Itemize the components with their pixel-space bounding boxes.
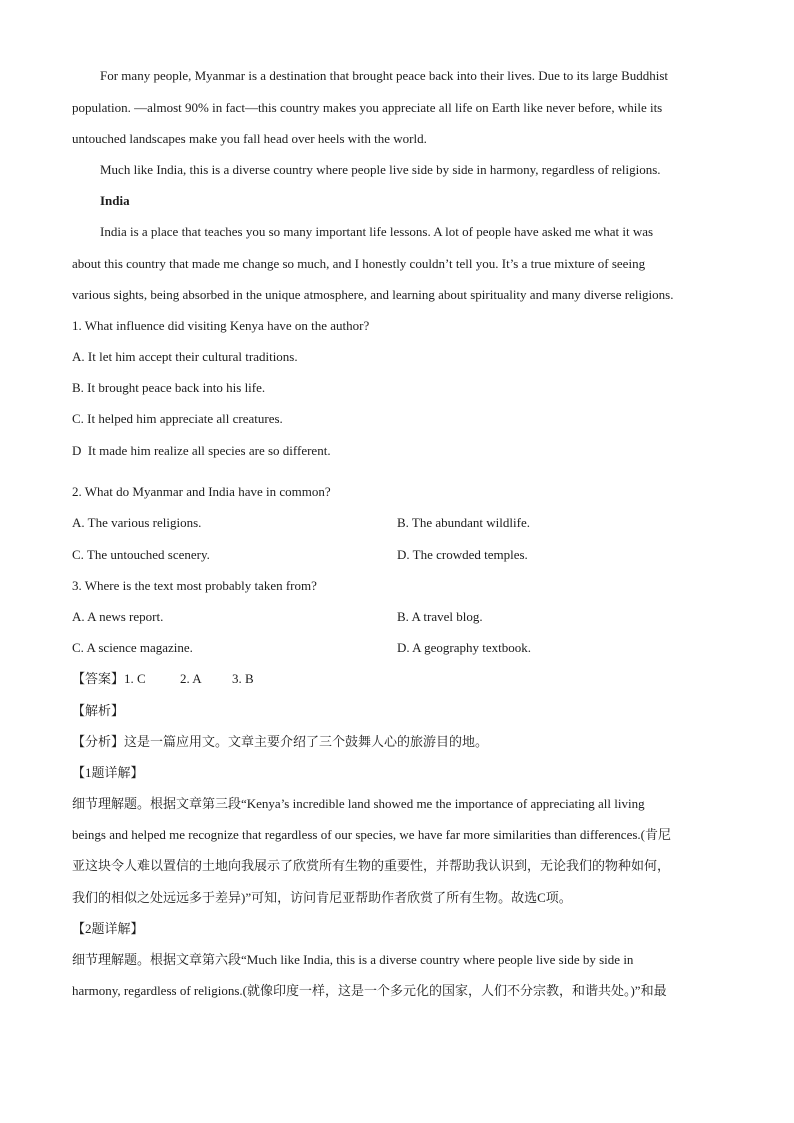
document-page (72, 60, 722, 1006)
answer-item-1: 1. C (124, 671, 146, 687)
question-2-options-row-2 (72, 539, 722, 570)
answer-label: 【答案】 (72, 671, 125, 687)
q2-detail-line-2: harmony, regardless of religions.(就像印度一样，这是一个多元化的国家，人们不分宗教，和谐共处。)”和最 (72, 983, 667, 999)
question-1-option-d: D It made him realize all species are so different. (72, 442, 331, 458)
passage-myanmar-line-2: population. —almost 90% in fact—this country makes you appreciate all life on Earth like never before, while its (72, 99, 663, 115)
question-3-stem: 3. Where is the text most probably taken from? (72, 577, 317, 593)
answer-item-3: 3. B (232, 671, 254, 687)
paragraph-spacer (72, 466, 722, 476)
q1-detail-heading: 【1题详解】 (72, 764, 144, 780)
answer-row (72, 663, 722, 694)
question-2-options-row-1 (72, 507, 722, 538)
analysis-summary: 【分析】这是一篇应用文。文章主要介绍了三个鼓舞人心的旅游目的地。 (72, 733, 489, 749)
answer-1 (72, 663, 146, 694)
question-1-stem: 1. What influence did visiting Kenya have on the author? (72, 317, 370, 333)
question-3-options-row-1 (72, 601, 722, 632)
section-heading-india: India (100, 193, 130, 209)
question-2-option-b: B. The abundant wildlife. (397, 515, 530, 531)
question-2-option-c: C. The untouched scenery. (72, 546, 210, 562)
analysis-label: 【解析】 (72, 702, 125, 718)
answer-item-2: 2. A (180, 671, 202, 687)
q1-detail-line-2: beings and helped me recognize that regardless of our species, we have far more similarities than differences.(肯尼 (72, 827, 671, 843)
question-1-option-c: C. It helped him appreciate all creatures. (72, 411, 283, 427)
q2-detail-line-1: 细节理解题。根据文章第六段“Much like India, this is a diverse country where people live side by side in (72, 952, 634, 968)
question-3-option-c: C. A science magazine. (72, 640, 193, 656)
passage-myanmar-line-1: For many people, Myanmar is a destination that brought peace back into their lives. Due to its large Buddhist (100, 68, 669, 84)
question-1-option-b: B. It brought peace back into his life. (72, 380, 266, 396)
passage-harmony-line: Much like India, this is a diverse country where people live side by side in harmony, regardless of religions. (100, 161, 661, 177)
q1-detail-line-4: 我们的相似之处远远多于差异)”可知，访问肯尼亚帮助作者欣赏了所有生物。故选C项。 (72, 889, 572, 905)
question-3-options-row-2 (72, 632, 722, 663)
passage-india-line-2: about this country that made me change so much, and I honestly couldn’t tell you. It’s a true mixture of seeing (72, 255, 646, 271)
question-3-option-a: A. A news report. (72, 608, 164, 624)
passage-india-line-3: various sights, being absorbed in the unique atmosphere, and learning about spirituality and many diverse religions. (72, 286, 674, 302)
question-2-stem: 2. What do Myanmar and India have in common? (72, 484, 331, 500)
q1-detail-line-3: 亚这块令人难以置信的土地向我展示了欣赏所有生物的重要性，并帮助我认识到，无论我们的物种如何， (72, 858, 671, 874)
passage-myanmar-line-3: untouched landscapes make you fall head over heels with the world. (72, 130, 427, 146)
question-3-option-b: B. A travel blog. (397, 608, 483, 624)
question-3-option-d: D. A geography textbook. (397, 640, 531, 656)
question-2-option-d: D. The crowded temples. (397, 546, 528, 562)
q1-detail-line-1: 细节理解题。根据文章第三段“Kenya’s incredible land showed me the importance of appreciating all living (72, 796, 645, 812)
passage-india-line-1: India is a place that teaches you so many important life lessons. A lot of people have asked me what it was (100, 224, 654, 240)
q2-detail-heading: 【2题详解】 (72, 920, 144, 936)
question-1-option-a: A. It let him accept their cultural traditions. (72, 349, 298, 365)
question-2-option-a: A. The various religions. (72, 515, 202, 531)
